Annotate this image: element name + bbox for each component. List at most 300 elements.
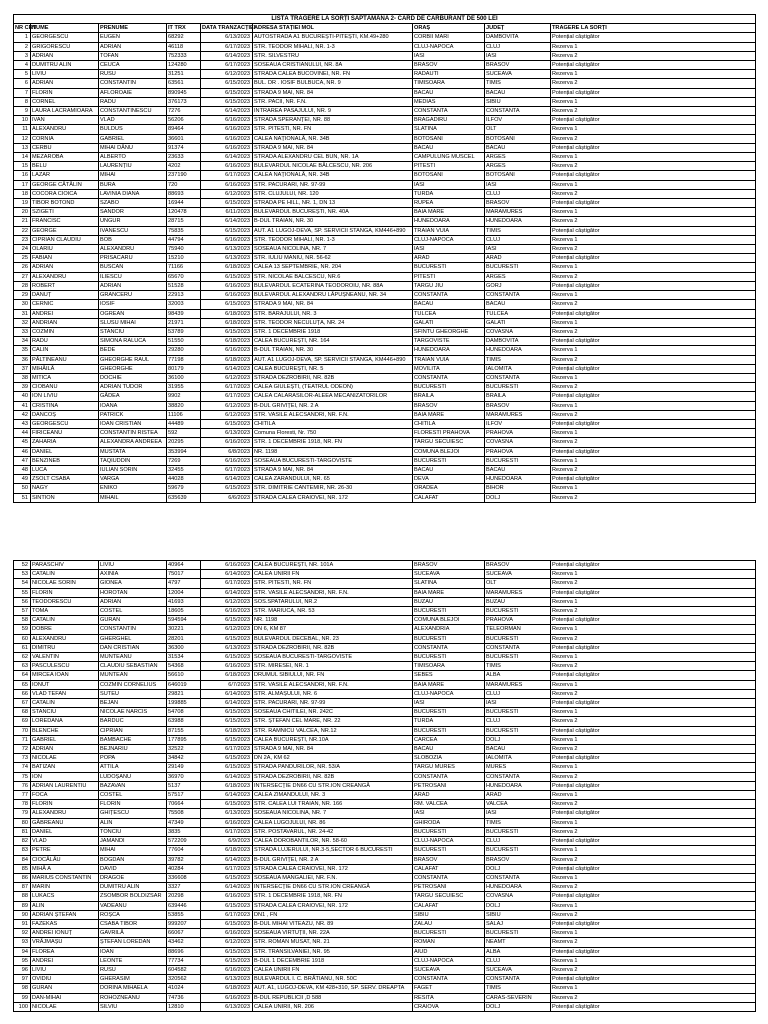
cell-oras: CALAFAT [413,864,485,873]
cell-nume: GEORGE [31,226,99,235]
table-row [14,708,756,717]
cell-it-trx: 75017 [167,570,201,579]
cell-prenume: ALEXANDRU [99,245,167,254]
cell-nr: 24 [14,245,31,254]
cell-tragere: Rezerva 2 [551,438,756,447]
cell-tragere: Potențial câștigător [551,726,756,735]
cell-nume: ADRIAN [31,51,99,60]
cell-judet: TIMIS [485,226,551,235]
cell-nr: 51 [14,493,31,502]
table-row [14,88,756,97]
cell-adresa: STR. PACURARI, NR. 97-99 [253,180,413,189]
cell-oras: ARAD [413,254,485,263]
cell-nr: 85 [14,864,31,873]
cell-it-trx: 32455 [167,465,201,474]
cell-adresa: BULEVARDUL NICOLAE BĂLCESCU, NR. 206 [253,162,413,171]
cell-nume: ADRIAN ȘTEFAN [31,910,99,919]
cell-nume: LAURA LACRAMIOARA [31,107,99,116]
cell-oras: BRAGADIRU [413,116,485,125]
cell-it-trx: 77198 [167,355,201,364]
cell-oras: BACAU [413,745,485,754]
cell-judet: IASI [485,809,551,818]
cell-it-trx: 32003 [167,300,201,309]
cell-prenume: FLORIN [99,800,167,809]
cell-tragere: Potențial câștigător [551,616,756,625]
cell-data: 6/15/2023 [201,873,253,882]
cell-data: 6/15/2023 [201,634,253,643]
cell-nume: ANDREI [31,309,99,318]
cell-nume: PĂLTINEANU [31,355,99,364]
cell-adresa: SOSEAUA NICOLINA, NR. 7 [253,809,413,818]
cell-data: 6/17/2023 [201,827,253,836]
header-adresa: ADRESA STAȚIEI MOL [253,24,413,33]
cell-nume: VALENTIN [31,653,99,662]
cell-judet: OLT [485,125,551,134]
cell-it-trx: 36300 [167,643,201,652]
cell-data: 6/18/2023 [201,337,253,346]
table-row [14,465,756,474]
cell-tragere: Rezerva 2 [551,883,756,892]
cell-nume: TEODORESCU [31,597,99,606]
cell-it-trx: 75508 [167,809,201,818]
cell-prenume: ZSOMBOR BOLDIZSAR [99,892,167,901]
cell-oras: CONSTANTA [413,291,485,300]
cell-data: 6/14/2023 [201,689,253,698]
cell-adresa: STR. 1 DECEMBRIE 1918 [253,327,413,336]
cell-oras: BUCURESTI [413,653,485,662]
cell-prenume: IOAN [99,947,167,956]
cell-nume: TIBOR BOTOND [31,199,99,208]
cell-nume: NICOLAE SORIN [31,579,99,588]
cell-oras: AIUD [413,947,485,956]
cell-oras: ALEXANDRIA [413,625,485,634]
cell-tragere: Potențial câștigător [551,364,756,373]
cell-tragere: Potențial câștigător [551,309,756,318]
cell-it-trx: 20295 [167,438,201,447]
cell-nume: SINTION [31,493,99,502]
cell-oras: BACAU [413,465,485,474]
table-row [14,689,756,698]
cell-nr: 89 [14,901,31,910]
cell-data: 6/13/2023 [201,809,253,818]
cell-nume: DANCOȘ [31,410,99,419]
cell-prenume: GAVRILĂ [99,929,167,938]
cell-judet: CONSTANTA [485,643,551,652]
cell-prenume: STANCIU [99,327,167,336]
cell-data: 6/17/2023 [201,579,253,588]
cell-oras: BUCURESTI [413,708,485,717]
cell-adresa: STRADA DEZROBIRII, NR. 82B [253,373,413,382]
cell-judet: CONSTANTA [485,107,551,116]
cell-data: 6/12/2023 [201,401,253,410]
cell-it-trx: 88696 [167,947,201,956]
cell-it-trx: 4797 [167,579,201,588]
cell-prenume: ROHOZNEANU [99,993,167,1002]
cell-prenume: BEJNARIU [99,745,167,754]
table-row [14,300,756,309]
cell-prenume: ADRIAN [99,597,167,606]
cell-nr: 54 [14,579,31,588]
cell-judet: SIBIU [485,97,551,106]
cell-data: 6/16/2023 [201,993,253,1002]
table-row [14,337,756,346]
cell-judet: BOTOSANI [485,134,551,143]
cell-oras: BUCURESTI [413,846,485,855]
table-row [14,272,756,281]
cell-adresa: CALEA BUCUREȘTI, NR. 164 [253,337,413,346]
cell-adresa: SOSEAUA CHITILEI, NR. 242C [253,708,413,717]
cell-oras: CRAIOVA [413,1002,485,1011]
cell-oras: BAIA MARE [413,588,485,597]
cell-tragere: Rezerva 2 [551,579,756,588]
draw-table-2 [13,560,756,1012]
cell-nume: CIOCĂLĂU [31,855,99,864]
cell-oras: RADAUTI [413,70,485,79]
cell-tragere: Rezerva 1 [551,680,756,689]
cell-data: 6/16/2023 [201,134,253,143]
cell-it-trx: 41693 [167,597,201,606]
cell-oras: BAIA MARE [413,680,485,689]
cell-judet: DAMBOVITA [485,337,551,346]
cell-data: 6/16/2023 [201,180,253,189]
table-row [14,607,756,616]
table-row [14,254,756,263]
cell-it-trx: 18605 [167,607,201,616]
cell-oras: TRAIAN VUIA [413,226,485,235]
cell-prenume: TOFAN [99,51,167,60]
cell-nume: NICOLAE [31,1002,99,1011]
cell-it-trx: 12810 [167,1002,201,1011]
cell-it-trx: 23633 [167,153,201,162]
cell-nume: SZIGETI [31,208,99,217]
cell-adresa: DRUMUL SIBIULUI, NR. FN [253,671,413,680]
table-row [14,447,756,456]
cell-nume: ALEXANDRU [31,272,99,281]
cell-nume: MIHĂILĂ [31,364,99,373]
cell-nume: MITICA [31,373,99,382]
cell-data: 6/15/2023 [201,735,253,744]
cell-oras: TARGU JIU [413,281,485,290]
cell-judet: HUNEDOARA [485,346,551,355]
cell-adresa: BULEVARDUL I. C. BRĂTIANU, NR. 50C [253,975,413,984]
cell-it-trx: 199885 [167,699,201,708]
cell-nr: 14 [14,153,31,162]
cell-oras: BACAU [413,88,485,97]
cell-judet: CLUJ [485,235,551,244]
cell-adresa: STR. IULIU MANIU, NR. 56-62 [253,254,413,263]
cell-nume: DUMITRU ALIN [31,61,99,70]
table-row [14,781,756,790]
cell-nume: DANIEL [31,447,99,456]
cell-prenume: VLAD [99,116,167,125]
cell-prenume: EUGEN [99,33,167,42]
cell-it-trx: 720 [167,180,201,189]
table-row [14,263,756,272]
cell-adresa: B-DUL REPUBLICII ,D 588 [253,993,413,1002]
cell-tragere: Rezerva 1 [551,429,756,438]
cell-tragere: Rezerva 1 [551,901,756,910]
cell-tragere: Potențial câștigător [551,919,756,928]
cell-oras: MEDIAS [413,97,485,106]
cell-nr: 98 [14,984,31,993]
cell-adresa: STRADA PANDURILOR, NR. 53/A [253,763,413,772]
cell-tragere: Potențial câștigător [551,254,756,263]
table-row [14,429,756,438]
cell-nume: COZMIN [31,327,99,336]
cell-judet: CONSTANTA [485,291,551,300]
cell-adresa: STR. DIMITRIE CANTEMIR, NR. 26-30 [253,484,413,493]
cell-nr: 2 [14,42,31,51]
cell-judet: CONSTANTA [485,772,551,781]
cell-tragere: Potențial câștigător [551,61,756,70]
cell-oras: CONSTANTA [413,873,485,882]
cell-nr: 19 [14,199,31,208]
cell-it-trx: 41024 [167,984,201,993]
cell-data: 6/16/2023 [201,291,253,300]
cell-oras: TULCEA [413,309,485,318]
table-row [14,901,756,910]
cell-judet: TULCEA [485,309,551,318]
cell-it-trx: 120478 [167,208,201,217]
table-row [14,745,756,754]
cell-nr: 86 [14,873,31,882]
cell-judet: BRASOV [485,855,551,864]
cell-oras: ARAD [413,791,485,800]
header-nr: NR CRT [15,25,37,32]
cell-prenume: ADRIAN TUDOR [99,383,167,392]
cell-judet: BRASOV [485,199,551,208]
header-data: DATA TRANZACȚIEI [202,25,256,32]
table-header-row [14,24,756,33]
cell-oras: BUCURESTI [413,827,485,836]
cell-tragere: Rezerva 2 [551,272,756,281]
cell-oras: GHIRODA [413,818,485,827]
cell-adresa: STR. TEODOR MIHALI, NR. 1-3 [253,235,413,244]
cell-nume: MIRCEA IOAN [31,671,99,680]
cell-data: 6/15/2023 [201,327,253,336]
cell-it-trx: 77734 [167,956,201,965]
cell-oras: BRASOV [413,401,485,410]
cell-tragere: Rezerva 2 [551,410,756,419]
table-row [14,791,756,800]
cell-prenume: BULDUS [99,125,167,134]
cell-judet: BRASOV [485,561,551,570]
cell-prenume: LIVIU [99,561,167,570]
cell-nume: ALEXANDRU [31,125,99,134]
cell-tragere: Rezerva 2 [551,465,756,474]
cell-nr: 16 [14,171,31,180]
cell-tragere: Potențial câștigător [551,754,756,763]
cell-nr: 42 [14,410,31,419]
cell-data: 6/13/2023 [201,1002,253,1011]
cell-oras: SIBIU [413,910,485,919]
cell-it-trx: 40964 [167,561,201,570]
cell-nume: MARIUS CONSTANTIN [31,873,99,882]
cell-judet: DOLJ [485,864,551,873]
cell-nr: 61 [14,643,31,652]
cell-oras: BUCURESTI [413,456,485,465]
cell-adresa: INTERSECȚIE DN66 CU STR.ION CREANGĂ [253,781,413,790]
cell-nr: 95 [14,956,31,965]
cell-data: 6/7/2023 [201,680,253,689]
cell-adresa: STRADA CALEA CRAIOVEI, NR. 172 [253,901,413,910]
cell-prenume: BOGDAN [99,855,167,864]
cell-data: 6/16/2023 [201,892,253,901]
cell-adresa: NR. 1198 [253,616,413,625]
cell-data: 6/15/2023 [201,947,253,956]
cell-it-trx: 91374 [167,143,201,152]
cell-oras: IASI [413,699,485,708]
cell-prenume: DOCHIE [99,373,167,382]
cell-prenume: MUNTEANU [99,653,167,662]
cell-oras: PETROSANI [413,781,485,790]
cell-nr: 73 [14,754,31,763]
cell-tragere: Rezerva 1 [551,846,756,855]
cell-data: 6/18/2023 [201,726,253,735]
cell-nume: LAZAR [31,171,99,180]
cell-data: 6/15/2023 [201,800,253,809]
cell-tragere: Rezerva 1 [551,346,756,355]
table-row [14,33,756,42]
cell-oras: TIMISOARA [413,79,485,88]
cell-prenume: ALIN [99,818,167,827]
cell-nr: 77 [14,791,31,800]
table-row [14,162,756,171]
cell-judet: NEAMT [485,938,551,947]
cell-adresa: STRADA DEZROBIRII, NR. 82B [253,772,413,781]
cell-prenume: DAN CRISTIAN [99,643,167,652]
cell-judet: BUCURESTI [485,726,551,735]
cell-data: 6/16/2023 [201,561,253,570]
cell-nr: 40 [14,392,31,401]
header-it-trx: IT TRX [167,24,201,33]
cell-data: 6/17/2023 [201,383,253,392]
cell-adresa: STR. MARIUCA, NR. 53 [253,607,413,616]
cell-prenume: CEUCA [99,61,167,70]
cell-it-trx: 124280 [167,61,201,70]
cell-prenume: MIHAIL [99,493,167,502]
cell-oras: CONSTANTA [413,643,485,652]
cell-prenume: ATTILA [99,763,167,772]
cell-nume: CORNEL [31,97,99,106]
cell-nr: 44 [14,429,31,438]
cell-judet: HUNEDOARA [485,217,551,226]
cell-judet: BUCURESTI [485,607,551,616]
cell-judet: ARGES [485,162,551,171]
table-row [14,662,756,671]
cell-prenume: SANDOR [99,208,167,217]
cell-oras: IASI [413,809,485,818]
table-row [14,419,756,428]
cell-tragere: Potențial câștigător [551,781,756,790]
cell-tragere: Rezerva 2 [551,107,756,116]
cell-prenume: MIHAI DĂNU [99,143,167,152]
cell-data: 6/17/2023 [201,465,253,474]
cell-tragere: Rezerva 2 [551,965,756,974]
cell-prenume: ILIESCU [99,272,167,281]
cell-judet: OLT [485,579,551,588]
cell-nume: ION LIVIU [31,392,99,401]
cell-adresa: BULEVARDUL BUCUREȘTI, NR. 40A [253,208,413,217]
cell-prenume: OGREAN [99,309,167,318]
cell-nr: 69 [14,717,31,726]
cell-it-trx: 89464 [167,125,201,134]
cell-adresa: STR. PACURARI, NR. 97-99 [253,699,413,708]
table-page-2 [13,560,755,1012]
cell-nr: 83 [14,846,31,855]
cell-data: 6/16/2023 [201,162,253,171]
cell-nume: DIMITRU [31,643,99,652]
cell-tragere: Rezerva 2 [551,383,756,392]
cell-tragere: Potențial câștigător [551,171,756,180]
cell-nume: ZSOLT CSABA [31,475,99,484]
cell-data: 6/17/2023 [201,864,253,873]
cell-oras: CLUJ-NAPOCA [413,235,485,244]
cell-nume: GEORGE CĂTĂLIN [31,180,99,189]
cell-adresa: STRADA 9 MAI, NR. 84 [253,465,413,474]
cell-nume: ROBERT [31,281,99,290]
cell-prenume: DRAGOE [99,873,167,882]
cell-tragere: Rezerva 1 [551,763,756,772]
table-row [14,134,756,143]
cell-nume: ION [31,772,99,781]
cell-judet: BACAU [485,88,551,97]
cell-nume: FIRICEANU [31,429,99,438]
cell-nr: 13 [14,143,31,152]
cell-prenume: AFLOROAIE [99,88,167,97]
cell-nume: CORNIA [31,134,99,143]
cell-prenume: MIHAI [99,846,167,855]
cell-tragere: Rezerva 2 [551,162,756,171]
cell-it-trx: 20298 [167,892,201,901]
cell-oras: SUCEAVA [413,965,485,974]
table-row [14,680,756,689]
cell-tragere: Rezerva 2 [551,910,756,919]
cell-nr: 56 [14,597,31,606]
cell-it-trx: 376173 [167,97,201,106]
cell-data: 6/11/2023 [201,208,253,217]
cell-tragere: Rezerva 2 [551,938,756,947]
cell-judet: MARAMURES [485,208,551,217]
table-row [14,643,756,652]
cell-nr: 67 [14,699,31,708]
cell-prenume: CONSTANTIN [99,625,167,634]
cell-prenume: BURA [99,180,167,189]
cell-it-trx: 71166 [167,263,201,272]
cell-prenume: BEJAN [99,699,167,708]
cell-it-trx: 999207 [167,919,201,928]
cell-it-trx: 53789 [167,327,201,336]
cell-oras: MOVILITA [413,364,485,373]
cell-prenume: CSABA TIBOR [99,919,167,928]
cell-prenume: JAMANDI [99,837,167,846]
cell-nr: 70 [14,726,31,735]
cell-data: 6/13/2023 [201,254,253,263]
table-row [14,116,756,125]
cell-prenume: IOANA [99,401,167,410]
cell-oras: SEBES [413,671,485,680]
cell-data: 6/18/2023 [201,846,253,855]
cell-tragere: Potențial câștigător [551,837,756,846]
cell-adresa: B-DUL 1 DECEMBRIE 1918 [253,956,413,965]
cell-nume: ANDRIAN [31,318,99,327]
cell-it-trx: 75940 [167,245,201,254]
cell-adresa: AUT. A1, LUGOJ-DEVA, KM 428+310, SP. SERV. DREAPTA [253,984,413,993]
cell-oras: BUCURESTI [413,383,485,392]
table-row [14,153,756,162]
cell-oras: BUCURESTI [413,726,485,735]
cell-adresa: SOSEAUA NICOLINA, NR. 7 [253,245,413,254]
